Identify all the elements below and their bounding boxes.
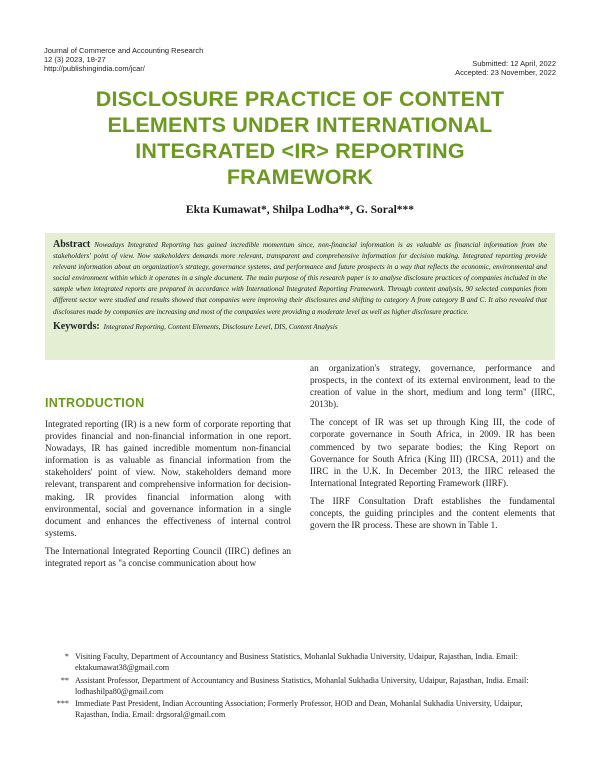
left-column <box>45 418 291 575</box>
paragraph: an organization's strategy, governance, performance and prospects, in the context of its external environment, lead to the creation of value in the short, medium and long term" (IIRC, 2013b). <box>310 363 555 410</box>
footnote-text: Assistant Professor, Department of Accountancy and Business Statistics, Mohanlal Sukhadia University, Udaipur, Rajasthan, India. Email: lodhashilpa80@gmail.com <box>75 675 529 696</box>
paragraph: The concept of IR was set up through King III, the code of corporate governance in South Africa, in 2009. IR has been commenced by two separate bodies; the King Report on Governance for South Africa (King III) (IRCSA, 2011) and the IIRC in the U.K. In December 2013, the IIRC released the International Integrated Reporting Framework (IIRF). <box>310 417 555 488</box>
footnote-text: Immediate Past President, Indian Accounting Association; Formerly Professor, HOD and Dean, Mohanlal Sukhadia University, Udaipur, Rajasthan, India. Email: drgsoral@gmail.com <box>75 699 523 720</box>
abstract <box>53 239 547 318</box>
keywords-text: Integrated Reporting, Content Elements, Disclosure Level, DIS, Content Analysis <box>103 322 338 331</box>
submitted-date: Submitted: 12 April, 2022 <box>472 59 556 68</box>
submission-dates <box>455 59 556 77</box>
footnote-text: Visiting Faculty, Department of Accountancy and Business Statistics, Mohanlal Sukhadia University, Udaipur, Rajasthan, India. Email: ektakumawat38@gmail.com <box>75 652 518 673</box>
keywords <box>53 321 547 332</box>
journal-issue: 12 (3) 2023, 18-27 <box>44 55 106 64</box>
paragraph: Integrated reporting (IR) is a new form of corporate reporting that provides financial and non-financial information in one report. Nowadays, IR has gained incredible momentum non-financial information is as valuable as financial information from the stakeholders' point of view. Now, stakeholders demand more relevant, transparent and comprehensive information for decision-making. IR provides financial information along with environmental, social and governance information in a single document and enhances the effectiveness of internal control systems. <box>45 419 291 538</box>
paper-title <box>40 86 560 190</box>
abstract-label: Abstract <box>53 239 91 250</box>
paragraph: The International Integrated Reporting Council (IIRC) defines an integrated report as "a concise communication about how <box>45 545 291 569</box>
title-line: ELEMENTS UNDER INTERNATIONAL <box>107 113 493 137</box>
footnotes <box>45 651 555 722</box>
journal-name: Journal of Commerce and Accounting Research <box>44 46 204 55</box>
authors: Ekta Kumawat*, Shilpa Lodha**, G. Soral*** <box>185 204 415 216</box>
title-line: INTEGRATED <IR> REPORTING <box>135 139 465 163</box>
footnote-mark: *** <box>56 699 69 709</box>
title-line: FRAMEWORK <box>226 165 374 189</box>
accepted-date: Accepted: 23 November, 2022 <box>455 68 556 77</box>
footnote-mark: ** <box>60 675 69 685</box>
journal-info <box>44 46 203 73</box>
abstract-box <box>45 233 555 360</box>
abstract-text: Nowadays Integrated Reporting has gained incredible momentum since, non-financial information is as valuable as financial information from the stakeholders' point of view. Now stakeholders demands more relevant, transparent and comprehensive information for decision making. Integrated reporting provide relevant information about an organization's strategy, governance systems, and performance and future prospects in a way that reflects the economic, environmental and social environment within which it operates in a single document. The main purpose of this research paper is to analyse disclosure practices of companies included in the sample when integrated reports are prepared in accordance with International Integrated Reporting Framework. Through content analysis, 90 selected companies from different sector were studied and results showed that companies were improving their disclosures and shifting to category A from category B and C. It also revealed that disclosures made by companies are increasing and most of the companies were providing a moderate level as well as higher disclosure practice. <box>53 241 547 316</box>
section-heading: INTRODUCTION <box>45 396 145 410</box>
right-column <box>310 362 555 537</box>
footnote <box>45 675 555 698</box>
footnote-mark: * <box>64 652 69 661</box>
title-line: DISCLOSURE PRACTICE OF CONTENT <box>95 87 505 111</box>
journal-url[interactable]: http://publishingindia.com/jcar/ <box>44 64 145 73</box>
paragraph: The IIRF Consultation Draft establishes the fundamental concepts, the guiding principles and the content elements that govern the IR process. These are shown in Table 1. <box>310 495 555 531</box>
keywords-label: Keywords: <box>53 320 100 332</box>
footnote <box>45 651 555 674</box>
footnote <box>45 698 555 721</box>
